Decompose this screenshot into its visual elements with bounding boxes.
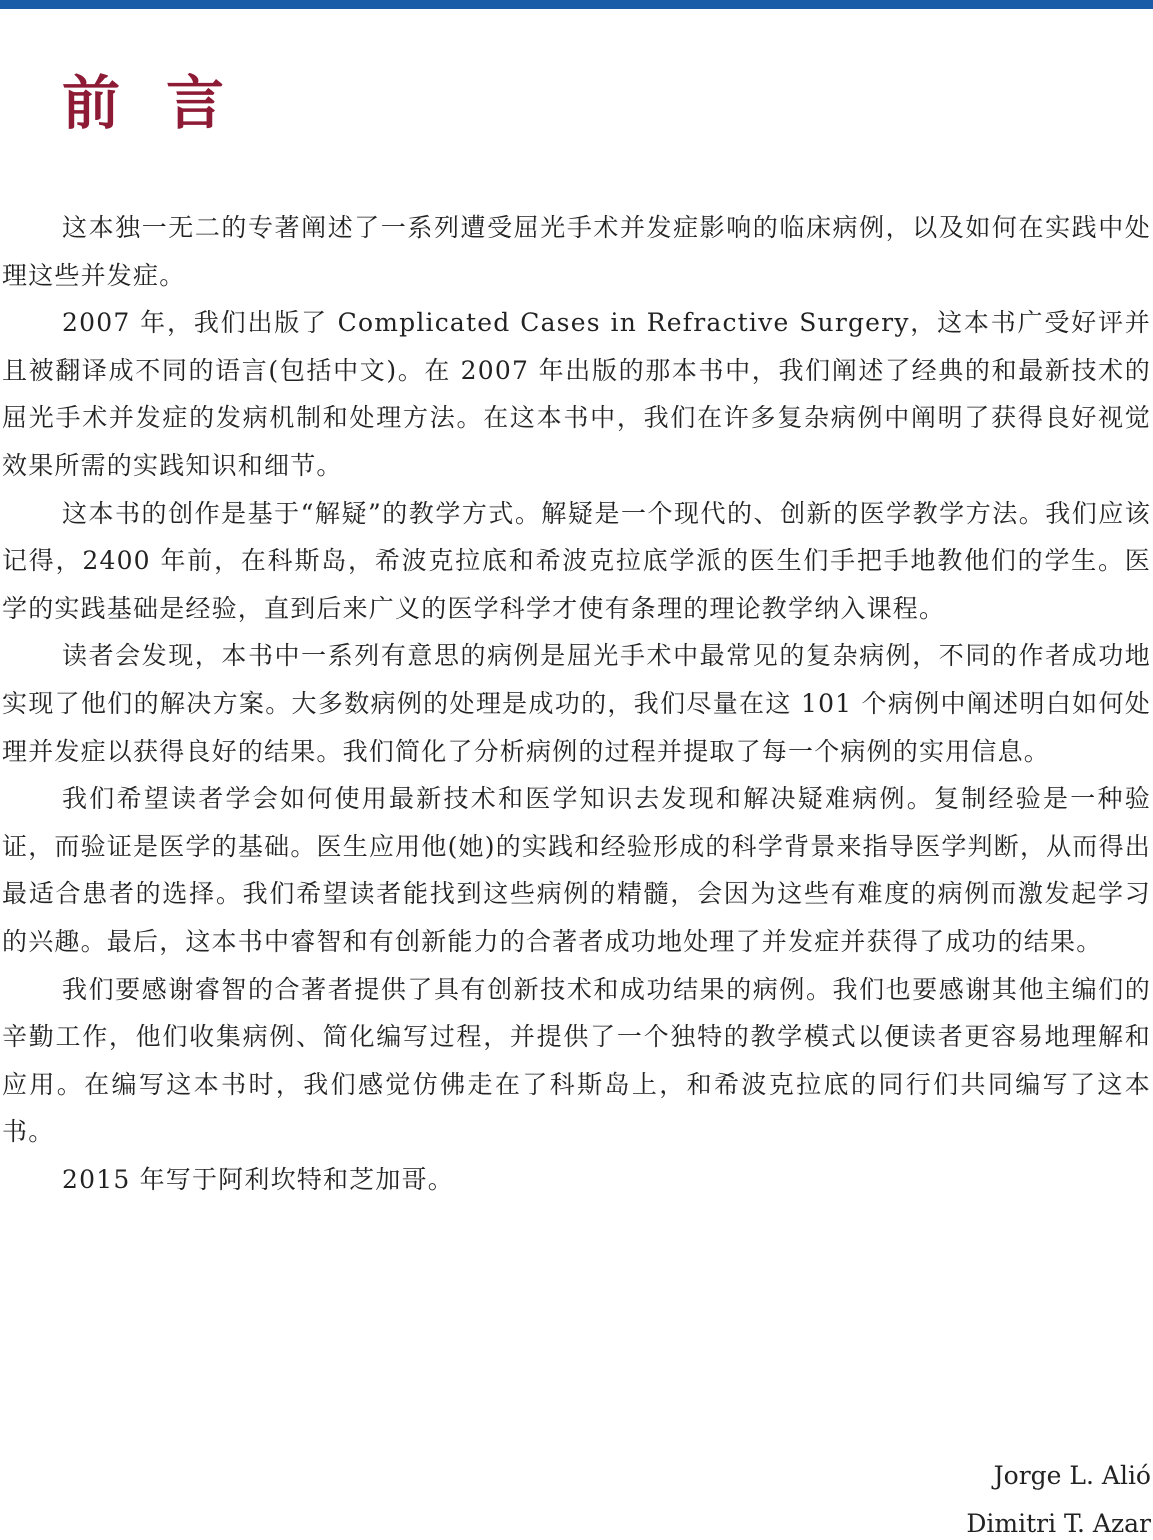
- top-color-bar: [0, 0, 1153, 9]
- signature-author-2: Dimitri T. Azar: [966, 1509, 1151, 1538]
- signature-author-1: Jorge L. Alió: [993, 1461, 1151, 1490]
- page-title: 前言: [62, 69, 271, 137]
- paragraph-1: 这本独一无二的专著阐述了一系列遭受屈光手术并发症影响的临床病例，以及如何在实践中处理这些并发症。: [2, 213, 1151, 290]
- preface-body: [2, 204, 1151, 1203]
- paragraph-5: 我们希望读者学会如何使用最新技术和医学知识去发现和解决疑难病例。复制经验是一种验证，而验证是医学的基础。医生应用他(她)的实践和经验形成的科学背景来指导医学判断，从而得出最适合患者的选择。我们希望读者能找到这些病例的精髓，会因为这些有难度的病例而激发起学习的兴趣。最后，这本书中睿智和有创新能力的合著者成功地处理了并发症并获得了成功的结果。: [2, 784, 1151, 956]
- paragraph-3: 这本书的创作是基于“解疑”的教学方式。解疑是一个现代的、创新的医学教学方法。我们应该记得，2400 年前，在科斯岛，希波克拉底和希波克拉底学派的医生们手把手地教他们的学生。医学的实践基础是经验，直到后来广义的医学科学才使有条理的理论教学纳入课程。: [2, 498, 1151, 623]
- paragraph-4: 读者会发现，本书中一系列有意思的病例是屈光手术中最常见的复杂病例，不同的作者成功地实现了他们的解决方案。大多数病例的处理是成功的，我们尽量在这 101 个病例中阐述明白如何处理并发症以获得良好的结果。我们简化了分析病例的过程并提取了每一个病例的实用信息。: [2, 641, 1151, 766]
- paragraph-2: 2007 年，我们出版了 Complicated Cases in Refractive Surgery，这本书广受好评并且被翻译成不同的语言(包括中文)。在 2007 年出版的那本书中，我们阐述了经典的和最新技术的屈光手术并发症的发病机制和处理方法。在这本书中，我们在许多复杂病例中阐明了获得良好视觉效果所需的实践知识和细节。: [2, 308, 1151, 480]
- paragraph-6: 我们要感谢睿智的合著者提供了具有创新技术和成功结果的病例。我们也要感谢其他主编们的辛勤工作，他们收集病例、简化编写过程，并提供了一个独特的教学模式以便读者更容易地理解和应用。在编写这本书时，我们感觉仿佛走在了科斯岛上，和希波克拉底的同行们共同编写了这本书。: [2, 974, 1151, 1147]
- paragraph-7-date-place: 2015 年写于阿利坎特和芝加哥。: [62, 1164, 454, 1194]
